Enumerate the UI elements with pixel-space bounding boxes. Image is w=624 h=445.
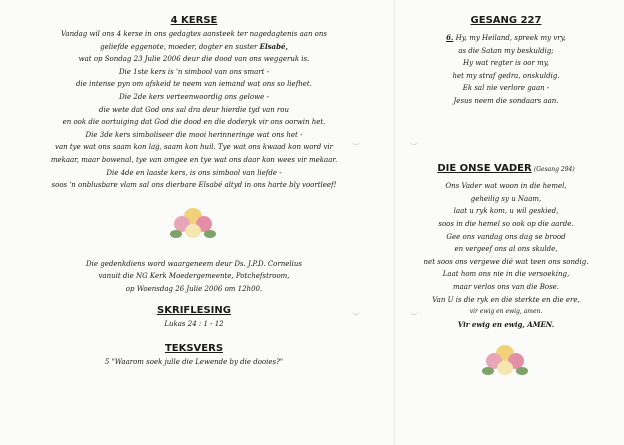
vader-line: Laat hom ons nie in die versoeking, [442,270,570,279]
text-verse: 5 "Waarom soek julle die Lewende by die dooies?" [104,358,284,367]
reading-reference: Lukas 24 : 1 - 12 [164,319,224,328]
candle-3-line: Die 3de kers simboliseer die mooi herinneringe wat ons het - [85,130,303,139]
service-line: Die gedenkdiens word waargeneem deur Ds. J.P.D. Cornelius [86,259,302,268]
intro-line: die intense pyn om afskeid te neem van iemand wat ons so liefhet. [76,80,312,89]
intro-line: die wete dat God ons sal dra deur hierdie tyd van rou [98,105,290,114]
vader-line: maar verlos ons van die Bose. [452,282,560,291]
reading-heading: SKRIFLESING [157,304,231,316]
flower-bouquet-icon [482,341,530,381]
vader-line: geheilig sy u Naam, [470,194,542,203]
gesang-line: as die Satan my beskuldig; [458,46,554,55]
gesang-line: Hy wat regter is oor my, [463,59,549,68]
gesang-line: Jesus neem die sondaars aan. [453,96,559,105]
vader-line: net soos ons vergewe dié wat teen ons sondig. [423,257,589,266]
gesang-heading: GESANG 227 [470,15,542,26]
intro-line: geliefde eggenote, moeder, dogter en suster Elsabé, [100,41,288,51]
gesang-line: 6. Hy, my Heiland, spreek my vry, [446,33,566,42]
candles-heading: 4 KERSE [170,15,218,26]
left-page [22,14,366,369]
vader-line: soos in die hemel so ook op die aarde. [438,219,574,228]
candle-1-line: Die 1ste kers is 'n simbool van ons smart - [118,67,270,76]
intro-line: en ook die oortuiging dat God die dood en die doderyk vir ons oorwin het. [62,118,326,127]
candle-4-line: Die 4de en laaste kers, is ons simbool van liefde - [106,168,282,177]
intro-line: van tye wat ons saam kon lag, saam kon huil. Tye wat ons kwaad kon word vir [54,143,334,152]
right-page [400,14,612,381]
vader-heading: DIE ONSE VADER [437,162,532,174]
flower-bouquet-icon [170,204,218,244]
vader-line: vir ewig en ewig, amen. [469,308,543,316]
vader-line: laat u ryk kom, u wil geskied, [453,207,559,216]
intro-line: soos 'n onblusbare vlam sal ons dierbare Elsabé altyd in ons harte bly voortleef! [51,181,337,190]
gesang-line: Ek sal nie verlore gaan - [462,84,550,93]
fold-line [394,0,395,445]
vader-reference: (Gesang 294) [533,165,575,173]
vader-line: Ons Vader wat woon in die hemel, [445,182,567,191]
intro-line: wat op Sondag 23 Julie 2006 deur die dood van ons weggeruk is. [78,55,310,64]
vader-heading-row [400,162,612,177]
intro-line: mekaar, maar bowenal, tye van omgee en tye wat ons daar kon wees vir mekaar. [50,155,338,164]
vader-line: Gee ons vandag ons dag se brood [446,232,566,241]
gesang-line: het my straf gedra, onskuldig. [452,71,560,80]
vader-final-line: Vir ewig en ewig, AMEN. [457,319,555,329]
candle-2-line: Die 2de kers verteenwoordig ons gelowe - [119,92,269,101]
vader-line: en vergeef ons al ons skulde, [454,245,558,254]
text-verse-heading: TEKSVERS [164,343,224,355]
service-line: op Woensdag 26 Julie 2006 om 12h00. [125,284,263,293]
vader-line: Van U is die ryk en die sterkte en die ere, [432,295,580,304]
intro-line: Vandag wil ons 4 kerse in ons gedagtes aansteek ter nagedagtenis aan ons [61,30,327,38]
service-line: vanuit die NG Kerk Moedergemeente, Potchefstroom, [98,272,290,281]
